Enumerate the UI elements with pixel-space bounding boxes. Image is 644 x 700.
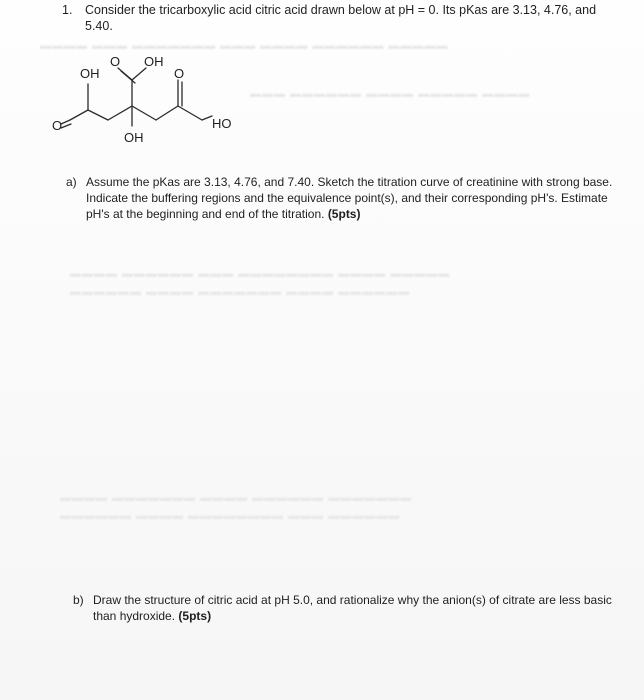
atom-label-o: O (52, 118, 63, 133)
bond (61, 120, 70, 124)
points-label: (5pts) (327, 207, 361, 221)
bond (132, 106, 156, 120)
bond (178, 106, 202, 120)
citric-acid-structure (52, 44, 252, 154)
bleed-through-text: ▬▬▬▬ ▬▬▬▬▬▬ ▬▬▬ ▬▬▬▬▬▬▬▬ ▬▬▬▬ ▬▬▬▬▬ (70, 268, 451, 280)
atom-label-o: O (174, 66, 185, 81)
bleed-through-text: ▬▬▬▬ ▬▬▬ ▬▬▬▬▬▬▬ ▬▬▬ ▬▬▬▬ ▬▬▬▬▬▬ ▬▬▬▬▬ (40, 40, 449, 52)
bond (70, 110, 88, 120)
bond (156, 106, 178, 120)
part-label: b) (73, 593, 84, 607)
points-label: (5pts) (178, 609, 212, 623)
atom-label-oh: OH (144, 54, 164, 69)
bond (121, 71, 135, 83)
question-number: 1. (62, 3, 73, 17)
question-1 (62, 2, 622, 34)
part-text (93, 592, 613, 624)
bleed-through-text: ▬▬▬ ▬▬▬▬▬▬ ▬▬▬▬ ▬▬▬▬▬ ▬▬▬▬ (250, 88, 531, 100)
part-label: a) (66, 175, 77, 189)
bleed-through-text: ▬▬▬▬▬▬ ▬▬▬▬ ▬▬▬▬▬▬▬▬ ▬▬▬ ▬▬▬▬▬▬ (60, 510, 401, 522)
part-b-text: Draw the structure of citric acid at pH 5.0, and rationalize why the anion(s) of citrate are less basic than hydroxide. (93, 593, 612, 623)
bond (88, 110, 108, 120)
bond (202, 116, 212, 120)
bond (132, 68, 146, 80)
part-text (86, 174, 616, 222)
question-part-a (66, 174, 616, 222)
part-a-text: Assume the pKas are 3.13, 4.76, and 7.40. Sketch the titration curve of creatinine with strong base. Indicate the buffering regions and the equivalence point(s), and their corresponding pH's. Estimate pH's at the beginning and end of the titration. (86, 175, 613, 221)
bond (108, 106, 132, 120)
bleed-through-text: ▬▬▬▬ ▬▬▬▬▬▬▬ ▬▬▬▬ ▬▬▬▬▬▬ ▬▬▬▬▬▬▬ (60, 492, 413, 504)
atom-label-ho: HO (212, 116, 232, 131)
bond (61, 124, 71, 128)
bleed-through-text: ▬▬▬▬▬▬ ▬▬▬▬ ▬▬▬▬▬▬▬ ▬▬▬▬ ▬▬▬▬▬▬ (70, 286, 411, 298)
atom-label-oh: OH (80, 66, 100, 81)
question-part-b (73, 592, 613, 624)
atom-label-o: O (110, 54, 121, 69)
atom-label-oh: OH (124, 130, 144, 145)
question-text: Consider the tricarboxylic acid citric acid drawn below at pH = 0. Its pKas are 3.13, 4.76, and 5.40. (85, 3, 597, 33)
